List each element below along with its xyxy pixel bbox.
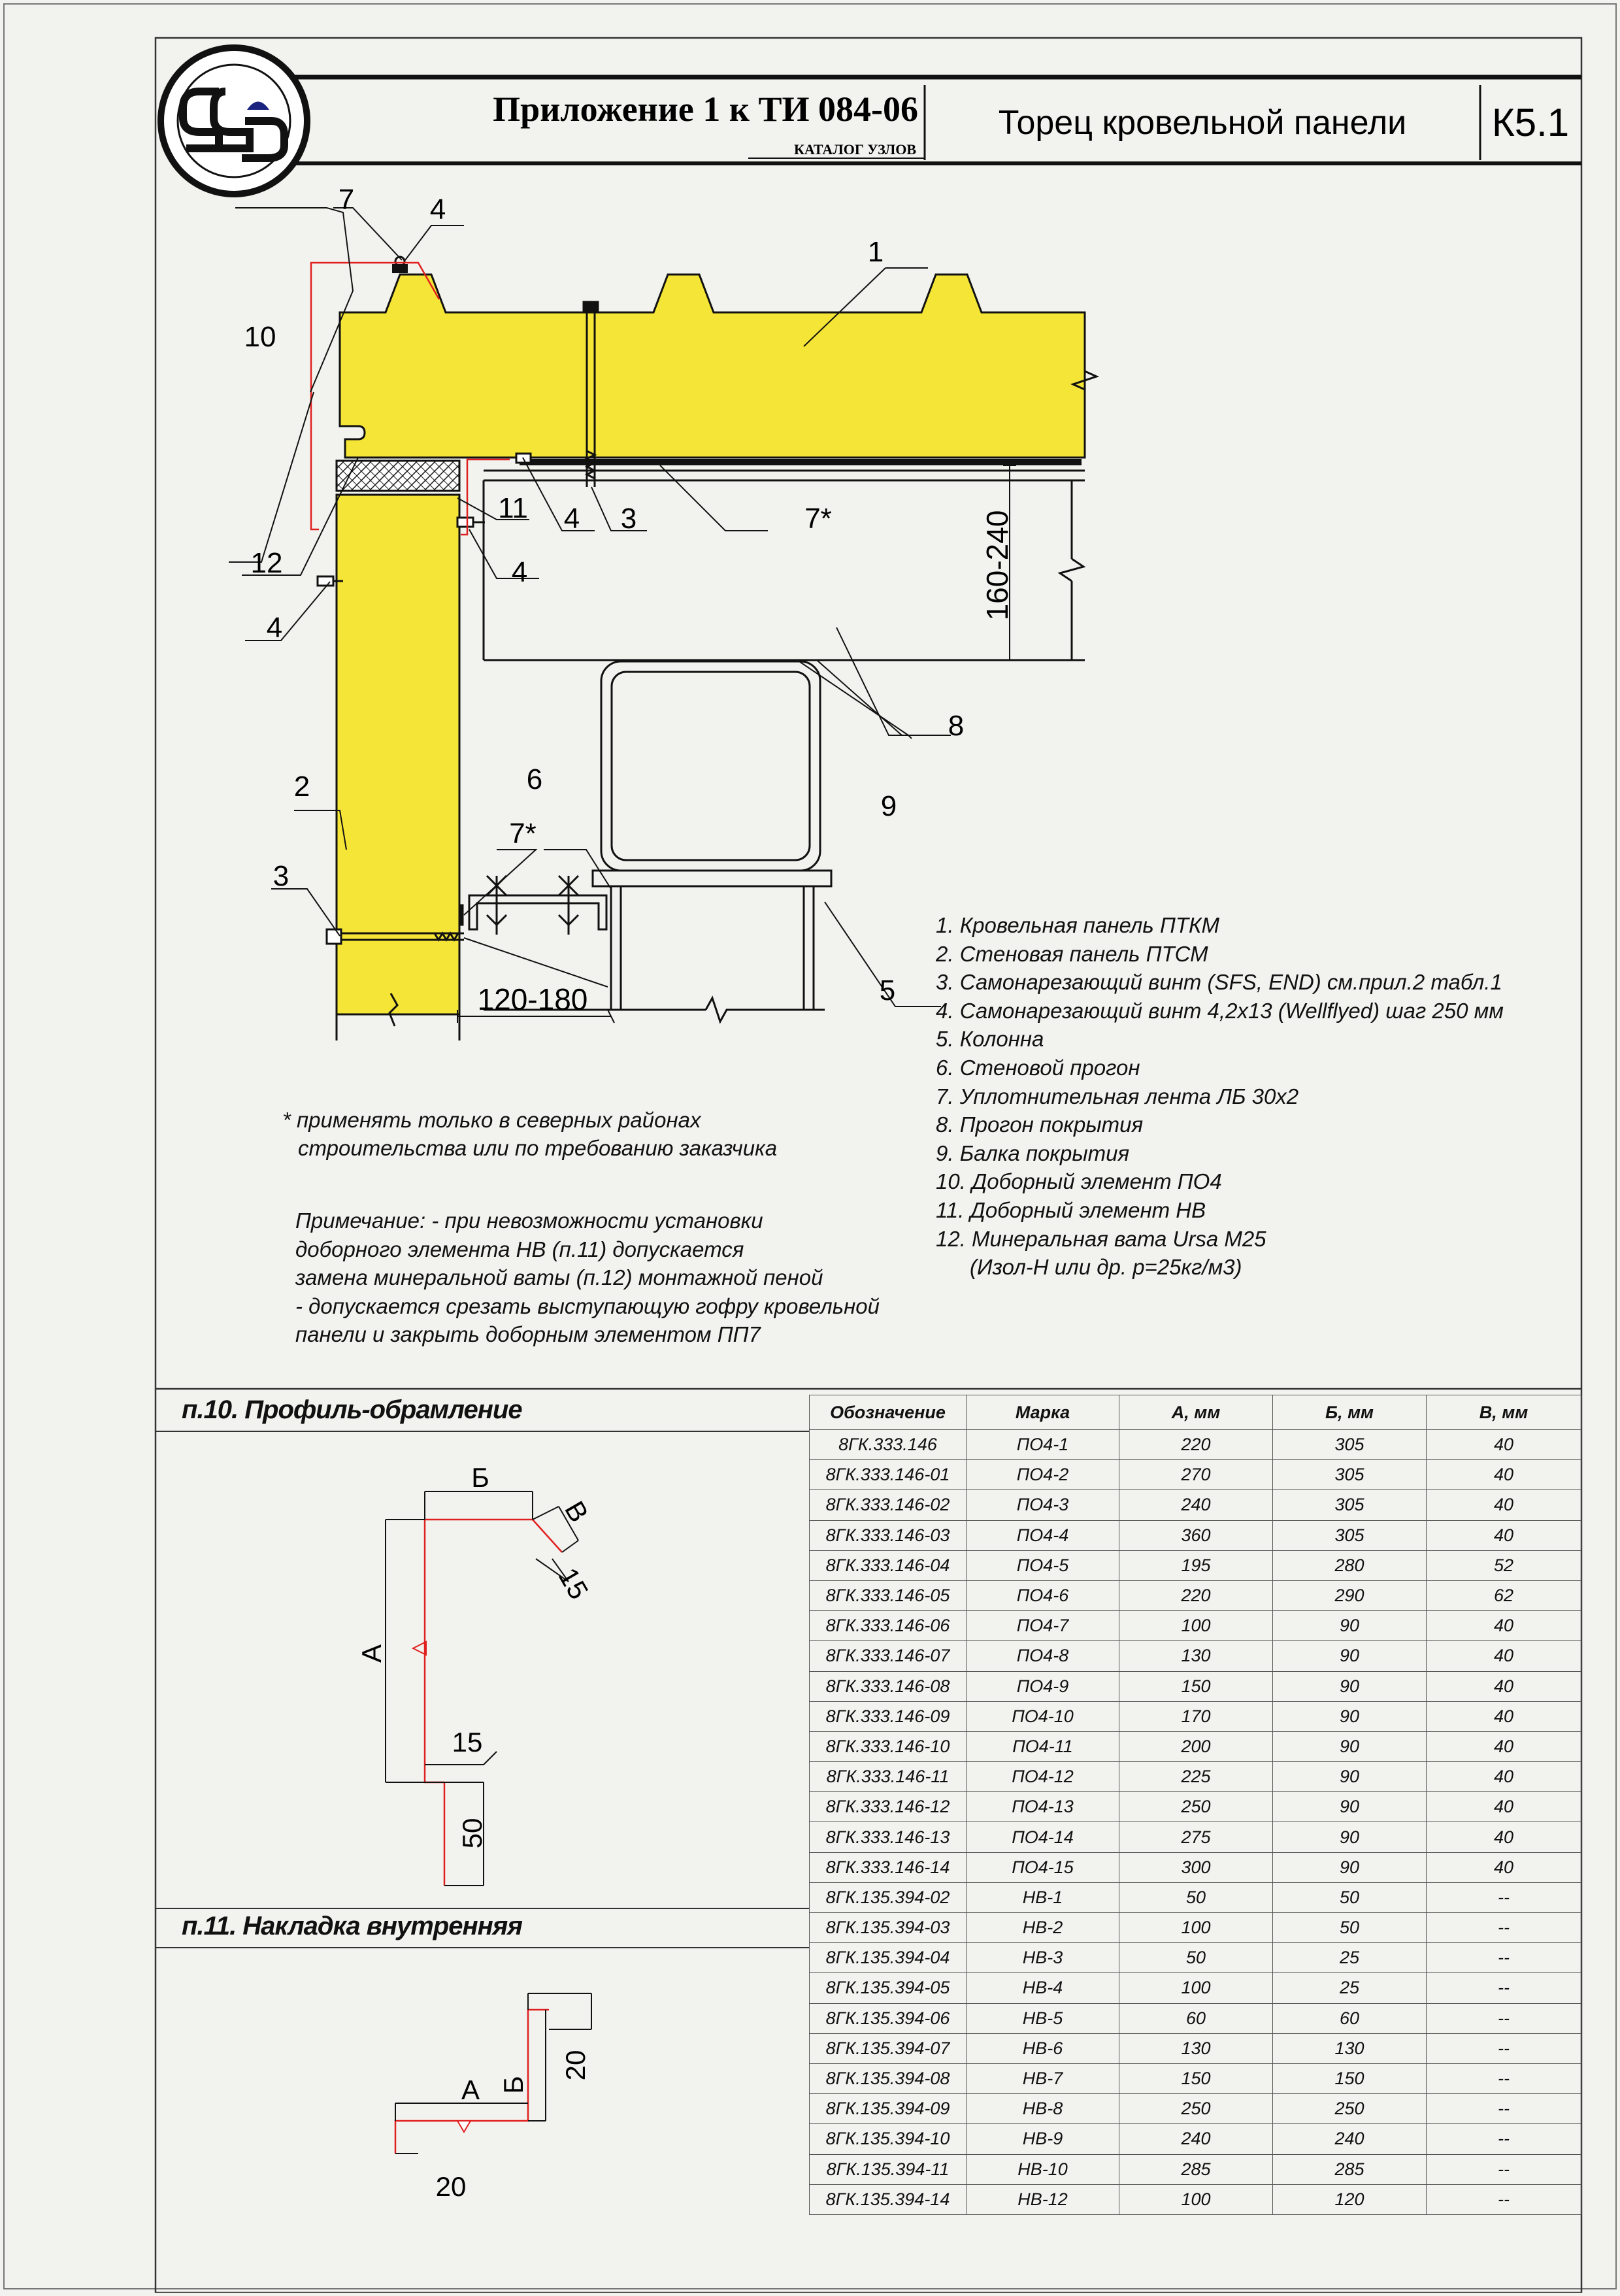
company-logo: [161, 48, 307, 194]
table-cell: 305: [1273, 1460, 1427, 1490]
col-header: В, мм: [1427, 1395, 1581, 1430]
note-line: доборного элемента НВ (п.11) допускается: [295, 1237, 744, 1261]
table-cell: 150: [1119, 2063, 1273, 2093]
table-cell: 195: [1119, 1550, 1273, 1580]
callout-3-top: 3: [620, 503, 637, 535]
table-body: [810, 1430, 1581, 2215]
table-cell: 8ГК.333.146-07: [810, 1641, 967, 1671]
table-cell: --: [1427, 1882, 1581, 1912]
table-cell: ПО4-7: [967, 1611, 1119, 1641]
table-row: [810, 1973, 1581, 2003]
table-cell: 8ГК.333.146-08: [810, 1671, 967, 1701]
table-cell: ПО4-9: [967, 1671, 1119, 1701]
table-cell: 300: [1119, 1852, 1273, 1882]
table-cell: 200: [1119, 1731, 1273, 1761]
table-cell: НВ-6: [967, 2033, 1119, 2063]
section-10-title: п.10. Профиль-обрамление: [182, 1395, 522, 1424]
table-cell: 305: [1273, 1490, 1427, 1520]
table-cell: 100: [1119, 1973, 1273, 2003]
table-row: [810, 1550, 1581, 1580]
table-cell: 225: [1119, 1762, 1273, 1792]
sheet-code: К5.1: [1491, 101, 1570, 144]
wall-panel: [337, 495, 459, 1040]
callout-4-mid: 4: [563, 503, 580, 535]
table-cell: 275: [1119, 1822, 1273, 1852]
p10-dim-15-top: 15: [552, 1562, 595, 1605]
table-cell: 8ГК.135.394-11: [810, 2154, 967, 2184]
table-cell: 8ГК.135.394-07: [810, 2033, 967, 2063]
col-header: Б, мм: [1273, 1395, 1427, 1430]
table-cell: 250: [1119, 1792, 1273, 1822]
table-cell: ПО4-4: [967, 1520, 1119, 1550]
col-header: Марка: [967, 1395, 1119, 1430]
table-cell: 60: [1119, 2003, 1273, 2033]
note-line: Примечание: - при невозможности установки: [295, 1208, 763, 1233]
callout-4-left: 4: [266, 612, 283, 644]
section-11-title: п.11. Накладка внутренняя: [182, 1912, 522, 1940]
table-row: [810, 2003, 1581, 2033]
dim-height-label: 160-240: [980, 510, 1014, 621]
p10-dim-b: Б: [471, 1462, 489, 1493]
table-cell: ПО4-3: [967, 1490, 1119, 1520]
table-cell: ПО4-2: [967, 1460, 1119, 1490]
table-row: [810, 2124, 1581, 2154]
table-cell: 8ГК.333.146-04: [810, 1550, 967, 1580]
legend-item: 5. Колонна: [936, 1027, 1044, 1052]
note-line: замена минеральной ваты (п.12) монтажной пеной: [295, 1265, 823, 1290]
table-row: [810, 1460, 1581, 1490]
table-cell: --: [1427, 2003, 1581, 2033]
catalog-subtitle: КАТАЛОГ УЗЛОВ: [793, 141, 916, 158]
table-cell: 8ГК.333.146-12: [810, 1792, 967, 1822]
table-cell: 220: [1119, 1580, 1273, 1610]
table-cell: 40: [1427, 1671, 1581, 1701]
appendix-title: Приложение 1 к ТИ 084-06: [493, 90, 918, 129]
table-row: [810, 1671, 1581, 1701]
table-cell: 8ГК.333.146-13: [810, 1822, 967, 1852]
table-cell: НВ-9: [967, 2124, 1119, 2154]
callout-5: 5: [879, 974, 896, 1007]
table-cell: 8ГК.135.394-08: [810, 2063, 967, 2093]
table-cell: 240: [1119, 2124, 1273, 2154]
p10-dim-50: 50: [457, 1818, 488, 1849]
legend-item: 4. Самонарезающий винт 4,2х13 (Wellflyed) шаг 250 мм: [936, 998, 1504, 1023]
table-cell: 90: [1273, 1822, 1427, 1852]
table-cell: 40: [1427, 1430, 1581, 1460]
table-row: [810, 1762, 1581, 1792]
table-cell: 150: [1119, 1671, 1273, 1701]
wall-purlin: [456, 876, 606, 935]
table-cell: 90: [1273, 1762, 1427, 1792]
table-cell: 8ГК.135.394-03: [810, 1913, 967, 1943]
drawing-name: Торец кровельной панели: [998, 104, 1407, 142]
table-row: [810, 2184, 1581, 2214]
callout-3-bottom: 3: [273, 860, 289, 892]
table-cell: 305: [1273, 1430, 1427, 1460]
table-cell: 8ГК.135.394-06: [810, 2003, 967, 2033]
callout-8: 8: [948, 710, 965, 742]
spec-table: [809, 1395, 1581, 2215]
callout-2: 2: [293, 771, 310, 803]
table-cell: НВ-7: [967, 2063, 1119, 2093]
col-header: А, мм: [1119, 1395, 1273, 1430]
table-row: [810, 1611, 1581, 1641]
note-line: - допускается срезать выступающую гофру кровельной: [295, 1293, 880, 1318]
table-cell: 8ГК.135.394-05: [810, 1973, 967, 2003]
table-cell: 90: [1273, 1641, 1427, 1671]
table-cell: 130: [1119, 1641, 1273, 1671]
table-cell: ПО4-1: [967, 1430, 1119, 1460]
table-cell: 40: [1427, 1852, 1581, 1882]
p11-dim-20-top: 20: [560, 2050, 591, 2081]
table-cell: 52: [1427, 1550, 1581, 1580]
table-row: [810, 1490, 1581, 1520]
table-cell: --: [1427, 2154, 1581, 2184]
table-cell: 250: [1119, 2094, 1273, 2124]
table-cell: 8ГК.333.146-05: [810, 1580, 967, 1610]
table-cell: 8ГК.333.146: [810, 1430, 967, 1460]
table-cell: --: [1427, 1913, 1581, 1943]
callout-6: 6: [526, 763, 543, 795]
table-cell: 8ГК.333.146-14: [810, 1852, 967, 1882]
p10-dim-v: В: [559, 1495, 595, 1527]
p11-dim-a: А: [461, 2074, 480, 2105]
table-cell: ПО4-6: [967, 1580, 1119, 1610]
table-cell: 100: [1119, 2184, 1273, 2214]
roof-beam: [601, 661, 820, 871]
parts-legend: [936, 911, 1589, 1282]
legend-item: (Изол-Н или др. р=25кг/м3): [970, 1255, 1242, 1280]
table-cell: 8ГК.333.146-11: [810, 1762, 967, 1792]
table-cell: 285: [1119, 2154, 1273, 2184]
table-cell: 40: [1427, 1460, 1581, 1490]
table-cell: ПО4-15: [967, 1852, 1119, 1882]
table-cell: ПО4-8: [967, 1641, 1119, 1671]
legend-item: 8. Прогон покрытия: [936, 1112, 1144, 1137]
table-cell: НВ-1: [967, 1882, 1119, 1912]
legend-item: 7. Уплотнительная лента ЛБ 30х2: [936, 1084, 1299, 1108]
table-cell: --: [1427, 1973, 1581, 2003]
table-cell: --: [1427, 2124, 1581, 2154]
table-cell: 40: [1427, 1520, 1581, 1550]
table-cell: НВ-12: [967, 2184, 1119, 2214]
table-cell: --: [1427, 2033, 1581, 2063]
legend-item: 6. Стеновой прогон: [936, 1055, 1140, 1080]
table-cell: 8ГК.333.146-03: [810, 1520, 967, 1550]
legend-item: 11. Доборный элемент НВ: [936, 1197, 1206, 1222]
table-cell: 100: [1119, 1913, 1273, 1943]
table-cell: 8ГК.135.394-10: [810, 2124, 967, 2154]
table-cell: 90: [1273, 1731, 1427, 1761]
sealing-tape: [520, 459, 1082, 465]
table-cell: 240: [1119, 1490, 1273, 1520]
table-cell: 130: [1273, 2033, 1427, 2063]
table-cell: 250: [1273, 2094, 1427, 2124]
table-cell: 8ГК.333.146-10: [810, 1731, 967, 1761]
table-cell: 40: [1427, 1611, 1581, 1641]
callout-11: 11: [498, 492, 528, 524]
table-cell: 90: [1273, 1792, 1427, 1822]
table-cell: ПО4-10: [967, 1701, 1119, 1731]
table-cell: ПО4-14: [967, 1822, 1119, 1852]
table-row: [810, 1882, 1581, 1912]
table-cell: 280: [1273, 1550, 1427, 1580]
table-cell: 8ГК.333.146-09: [810, 1701, 967, 1731]
table-cell: 8ГК.135.394-09: [810, 2094, 967, 2124]
table-cell: 50: [1119, 1943, 1273, 1973]
table-cell: 100: [1119, 1611, 1273, 1641]
table-row: [810, 1580, 1581, 1610]
table-cell: 50: [1119, 1882, 1273, 1912]
p11-dim-b: Б: [498, 2076, 529, 2094]
table-cell: 40: [1427, 1762, 1581, 1792]
p11-dim-20-bottom: 20: [435, 2171, 467, 2202]
p10-dim-15-bottom: 15: [452, 1727, 483, 1757]
dim-gap-label: 120-180: [477, 982, 588, 1016]
table-cell: 90: [1273, 1671, 1427, 1701]
table-row: [810, 1913, 1581, 1943]
table-cell: ПО4-13: [967, 1792, 1119, 1822]
table-cell: 270: [1119, 1460, 1273, 1490]
table-row: [810, 1943, 1581, 1973]
callout-7-star-top: 7*: [804, 503, 832, 535]
table-cell: 8ГК.333.146-01: [810, 1460, 967, 1490]
table-cell: 150: [1273, 2063, 1427, 2093]
table-cell: --: [1427, 2094, 1581, 2124]
legend-item: 9. Балка покрытия: [936, 1140, 1130, 1165]
callout-4-right: 4: [511, 556, 528, 588]
table-cell: 305: [1273, 1520, 1427, 1550]
table-cell: 40: [1427, 1490, 1581, 1520]
table-cell: 50: [1273, 1913, 1427, 1943]
table-cell: --: [1427, 2184, 1581, 2214]
legend-item: 10. Доборный элемент ПО4: [936, 1169, 1222, 1194]
table-cell: --: [1427, 2063, 1581, 2093]
table-row: [810, 1731, 1581, 1761]
table-cell: --: [1427, 1943, 1581, 1973]
table-cell: 60: [1273, 2003, 1427, 2033]
table-row: [810, 1792, 1581, 1822]
table-cell: 90: [1273, 1701, 1427, 1731]
footnote: [282, 1106, 870, 1162]
table-cell: НВ-8: [967, 2094, 1119, 2124]
table-cell: ПО4-12: [967, 1762, 1119, 1792]
callout-4-top: 4: [429, 193, 446, 225]
table-row: [810, 2154, 1581, 2184]
legend-item: 12. Минеральная вата Ursa M25: [936, 1226, 1266, 1251]
roof-panel: [340, 275, 1085, 458]
table-row: [810, 2033, 1581, 2063]
table-cell: 90: [1273, 1611, 1427, 1641]
table-row: [810, 1641, 1581, 1671]
callout-7: 7: [338, 184, 355, 216]
callout-7-star-bottom: 7*: [509, 818, 537, 850]
table-header-row: [810, 1395, 1581, 1430]
table-cell: 130: [1119, 2033, 1273, 2063]
table-cell: ПО4-5: [967, 1550, 1119, 1580]
callout-10: 10: [244, 321, 276, 353]
table-cell: 40: [1427, 1792, 1581, 1822]
footnote-line: * применять только в северных районах: [282, 1108, 701, 1132]
table-cell: 8ГК.135.394-14: [810, 2184, 967, 2214]
table-cell: 8ГК.333.146-02: [810, 1490, 967, 1520]
table-cell: 240: [1273, 2124, 1427, 2154]
table-row: [810, 2063, 1581, 2093]
table-row: [810, 1852, 1581, 1882]
table-row: [810, 1520, 1581, 1550]
note: [295, 1206, 1014, 1349]
table-cell: 25: [1273, 1943, 1427, 1973]
table-row: [810, 1701, 1581, 1731]
callout-12: 12: [250, 547, 283, 579]
footnote-line: строительства или по требованию заказчика: [298, 1136, 778, 1160]
table-cell: 40: [1427, 1822, 1581, 1852]
callout-9: 9: [880, 790, 897, 822]
table-cell: ПО4-11: [967, 1731, 1119, 1761]
table-cell: 170: [1119, 1701, 1273, 1731]
note-line: панели и закрыть доборным элементом ПП7: [295, 1322, 761, 1347]
legend-item: 1. Кровельная панель ПТКМ: [936, 913, 1219, 937]
legend-item: 3. Самонарезающий винт (SFS, END) см.прил.2 табл.1: [936, 970, 1502, 995]
table-cell: 8ГК.135.394-04: [810, 1943, 967, 1973]
col-header: Обозначение: [810, 1395, 967, 1430]
table-cell: 40: [1427, 1731, 1581, 1761]
table-cell: 50: [1273, 1882, 1427, 1912]
table-cell: 90: [1273, 1852, 1427, 1882]
table-cell: 290: [1273, 1580, 1427, 1610]
table-cell: 40: [1427, 1641, 1581, 1671]
table-cell: 62: [1427, 1580, 1581, 1610]
table-row: [810, 1822, 1581, 1852]
callout-1: 1: [867, 236, 884, 268]
table-cell: 8ГК.333.146-06: [810, 1611, 967, 1641]
table-cell: НВ-5: [967, 2003, 1119, 2033]
table-cell: НВ-10: [967, 2154, 1119, 2184]
table-row: [810, 2094, 1581, 2124]
table-cell: 8ГК.135.394-02: [810, 1882, 967, 1912]
legend-item: 2. Стеновая панель ПТСМ: [936, 941, 1208, 966]
table-cell: НВ-3: [967, 1943, 1119, 1973]
table-cell: 360: [1119, 1520, 1273, 1550]
table-cell: НВ-4: [967, 1973, 1119, 2003]
table-cell: НВ-2: [967, 1913, 1119, 1943]
table-row: [810, 1430, 1581, 1460]
p10-dim-a: А: [356, 1644, 387, 1663]
table-cell: 40: [1427, 1701, 1581, 1731]
table-cell: 220: [1119, 1430, 1273, 1460]
table-cell: 25: [1273, 1973, 1427, 2003]
table-cell: 285: [1273, 2154, 1427, 2184]
table-cell: 120: [1273, 2184, 1427, 2214]
